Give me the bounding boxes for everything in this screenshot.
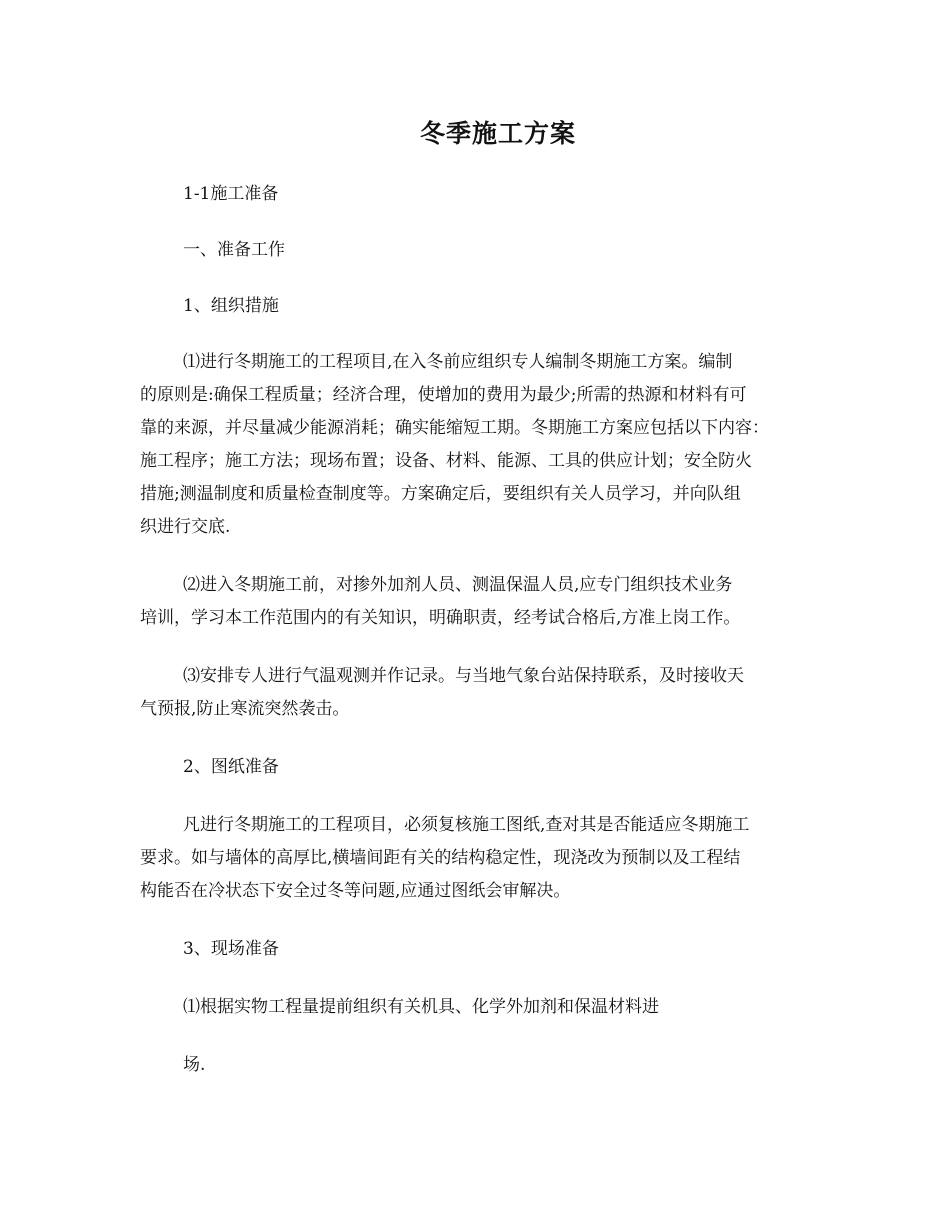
paragraph-4-line-3: 构能否在冷状态下安全过冬等问题,应通过图纸会审解决。 <box>140 881 571 901</box>
paragraph-1-line-6: 织进行交底. <box>140 517 231 537</box>
heading-site-prep: 3、现场准备 <box>183 939 279 959</box>
heading-drawing-prep: 2、图纸准备 <box>183 757 279 777</box>
paragraph-1-line-1: ⑴进行冬期施工的工程项目,在入冬前应组织专人编制冬期施工方案。编制 <box>183 352 733 372</box>
paragraph-3-line-1: ⑶安排专人进行气温观测并作记录。与当地气象台站保持联系，及时接收天 <box>183 666 744 686</box>
page-title: 冬季施工方案 <box>419 119 576 148</box>
heading-prep-work: 一、准备工作 <box>183 240 285 260</box>
heading-organization-measures: 1、组织措施 <box>183 296 279 316</box>
paragraph-2-line-1: ⑵进入冬期施工前，对掺外加剂人员、测温保温人员,应专门组织技术业务 <box>183 575 733 595</box>
paragraph-1-line-3: 靠的来源，并尽量减少能源消耗；确实能缩短工期。冬期施工方案应包括以下内容： <box>140 418 769 438</box>
paragraph-1-line-2: 的原则是:确保工程质量；经济合理，使增加的费用为最少;所需的热源和材料有可 <box>140 385 747 405</box>
paragraph-1-line-5: 措施;测温制度和质量检查制度等。方案确定后，要组织有关人员学习，并向队组 <box>140 484 741 504</box>
paragraph-5-line-1: ⑴根据实物工程量提前组织有关机具、化学外加剂和保温材料进 <box>183 997 659 1017</box>
paragraph-3-line-2: 气预报,防止寒流突然袭击。 <box>140 699 350 719</box>
paragraph-4-line-2: 要求。如与墙体的高厚比,横墙间距有关的结构稳定性，现浇改为预制以及工程结 <box>140 848 741 868</box>
paragraph-2-line-2: 培训，学习本工作范围内的有关知识，明确职责，经考试合格后,方准上岗工作。 <box>140 608 741 628</box>
paragraph-5-line-2: 场. <box>183 1055 206 1075</box>
paragraph-4-line-1: 凡进行冬期施工的工程项目，必须复核施工图纸,查对其是否能适应冬期施工 <box>183 815 750 835</box>
paragraph-1-line-4: 施工程序；施工方法；现场布置；设备、材料、能源、工具的供应计划；安全防火 <box>140 451 752 471</box>
section-heading-1-1: 1-1施工准备 <box>183 184 279 204</box>
